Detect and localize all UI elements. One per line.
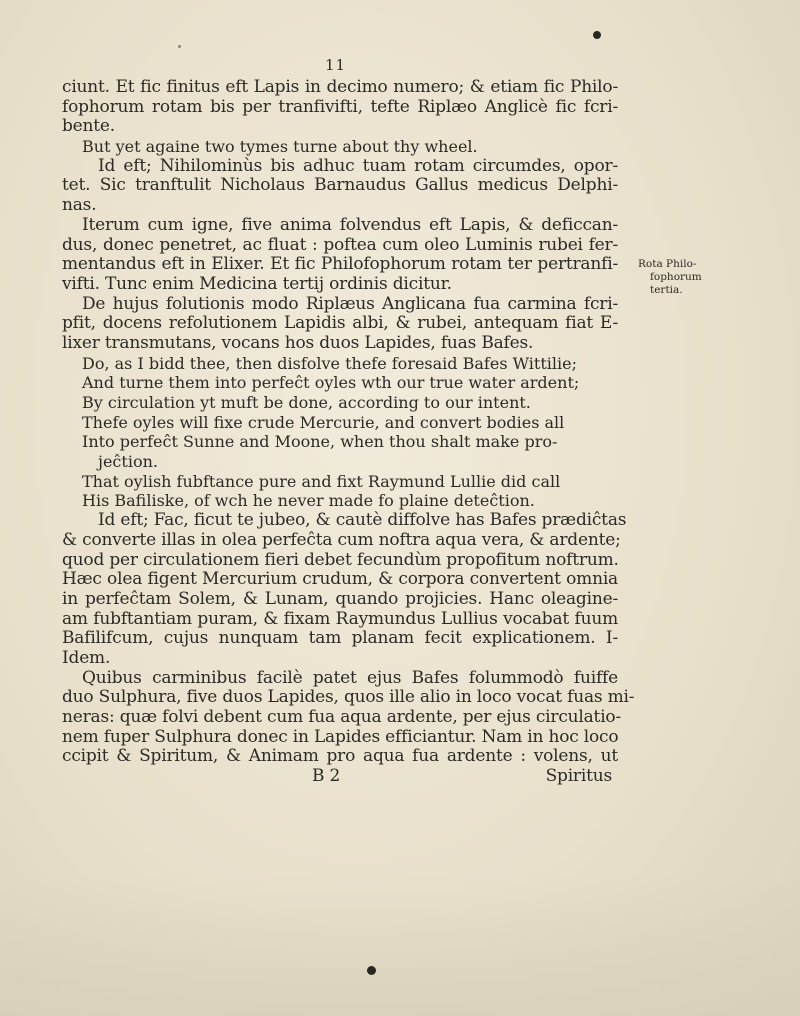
text-line: Bafilifcum, cujus nunquam tam planam fecit explicationem. I- [62,628,618,649]
text-line: nas. [62,195,97,216]
text-line: pfit, docens refolutionem Lapidis albi, & rubei, antequam fiat E- [62,313,618,334]
signature-mark: B 2 [312,766,341,787]
text-line: His Bafiliske, of wch he never made fo plaine deteĉtion. [82,491,535,511]
marginal-note-line: fophorum [650,271,702,283]
text-line: Into perfeĉt Sunne and Moone, when thou shalt make pro- [82,432,558,452]
text-line: nem fuper Sulphura donec in Lapides efficiantur. Nam in hoc loco [62,726,619,747]
ink-blot [593,31,601,39]
text-line: dus, donec penetret, ac fluat : poftea cum oleo Luminis rubei fer- [62,234,618,255]
text-line: lixer transmutans, vocans hos duos Lapides, fuas Bafes. [62,332,534,353]
text-line: Idem. [62,647,111,668]
text-line: Quibus carminibus facilè patet ejus Bafes folummodò fuiffe [82,667,618,688]
text-line: & converte illas in olea perfeĉta cum noftra aqua vera, & ardente; [62,529,621,550]
text-line: neras: quæ folvi debent cum fua aqua ardente, per ejus circulatio- [62,707,622,727]
marginal-note [638,258,758,297]
text-line: ciunt. Et fic finitus eft Lapis in decimo numero; & etiam fic Philo- [62,77,618,97]
text-line: duo Sulphura, five duos Lapides, quos ille alio in loco vocat fuas mi- [62,687,635,708]
body-text [62,77,635,787]
footer-line [62,767,618,787]
catchword: Spiritus [545,766,612,787]
text-line: am fubftantiam puram, & fixam Raymundus Lullius vocabat fuum [62,608,618,629]
text-line: quod per circulationem fieri debet fecundùm propofitum noftrum. [62,549,619,570]
text-line: tet. Sic tranftulit Nicholaus Barnaudus Gallus medicus Delphi- [62,175,618,196]
text-line: in perfeĉtam Solem, & Lunam, quando projicies. Hanc oleagine- [62,588,618,609]
text-line: jeĉtion. [98,452,158,472]
text-line: ccipit & Spiritum, & Animam pro aqua fua ardente : volens, ut [62,746,618,767]
text-line: Do, as I bidd thee, then disfolve thefe foresaid Bafes Wittilie; [82,353,577,373]
text-line: That oylish fubftance pure and fixt Raymund Lullie did call [82,471,561,491]
page-shading [0,876,800,1016]
text-line: By circulation yt muft be done, according to our intent. [82,393,531,412]
text-line: De hujus folutionis modo Riplæus Anglicana fua carmina fcri- [82,293,618,314]
text-line: fophorum rotam bis per tranfivifti, tefte Riplæo Anglicè fic fcri- [62,96,618,117]
marginal-note-line: tertia. [650,284,683,296]
text-line: Id eft; Nihilominùs bis adhuc tuam rotam circumdes, opor- [98,155,618,176]
text-line: Id eft; Fac, ficut te jubeo, & cautè diffolve has Bafes prædiĉtas [98,510,627,531]
text-line: bente. [62,116,115,137]
page-number: 11 [325,56,347,74]
marginal-note-line: Rota Philo- [638,258,697,270]
text-line: And turne them into perfeĉt oyles wth our true water ardent; [82,373,580,393]
text-line: Iterum cum igne, five anima folvendus eft Lapis, & deficcan- [82,214,618,235]
text-line: But yet againe two tymes turne about thy wheel. [82,137,478,157]
text-line: Hæc olea figent Mercurium crudum, & corpora convertent omnia [62,569,618,590]
text-line: mentandus eft in Elixer. Et fic Philofophorum rotam ter pertranfi- [62,254,618,275]
ink-blot [367,966,376,975]
text-line: Thefe oyles will fixe crude Mercurie, and convert bodies all [82,412,565,432]
text-line: vifti. Tunc enim Medicina tertij ordinis dicitur. [62,273,452,294]
ink-blot [178,45,181,48]
